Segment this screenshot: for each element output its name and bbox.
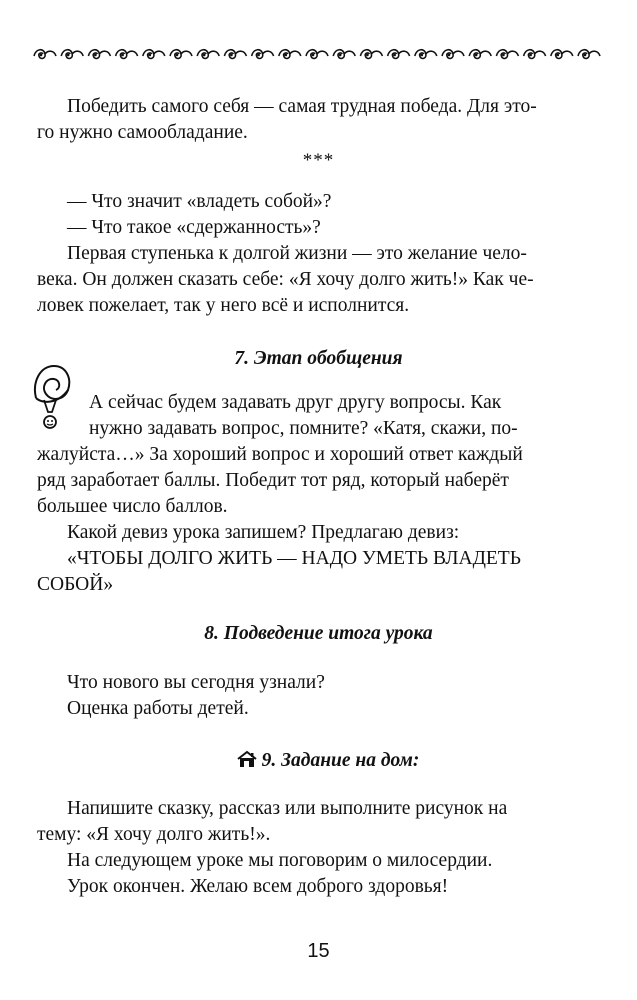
- section-9-body: [37, 796, 583, 900]
- section-separator: ***: [302, 150, 335, 171]
- dialogue-line-2: — Что такое «сдержанность»?: [67, 217, 321, 238]
- section-9-heading: [0, 750, 637, 772]
- dialogue-block: [37, 189, 583, 319]
- section-9-heading-text: 9. Задание на дом:: [261, 750, 420, 771]
- section-9-line-3: На следующем уроке мы поговорим о милосердии.: [67, 850, 493, 871]
- section-7-line-2: нужно задавать вопрос, помните? «Катя, скажи, по-: [89, 418, 518, 439]
- motto-line-1: «ЧТОБЫ ДОЛГО ЖИТЬ — НАДО УМЕТЬ ВЛАДЕТЬ: [67, 548, 521, 569]
- section-7-line-3: жалуйста…» За хороший вопрос и хороший ответ каждый: [37, 444, 523, 465]
- intro-paragraph: [37, 94, 583, 146]
- section-8-body: [37, 670, 583, 722]
- dialogue-para-line-3: ловек пожелает, так у него всё и исполнится.: [37, 295, 410, 316]
- dialogue-line-1: — Что значит «владеть собой»?: [67, 191, 332, 212]
- section-7-line-4: ряд заработает баллы. Победит тот ряд, который наберёт: [37, 470, 509, 491]
- section-9-line-2: тему: «Я хочу долго жить!».: [37, 824, 271, 845]
- section-9-line-4: Урок окончен. Желаю всем доброго здоровья!: [67, 876, 449, 897]
- intro-line-1: Победить самого себя — самая трудная победа. Для это-: [67, 96, 537, 117]
- section-7-line-1: А сейчас будем задавать друг другу вопросы. Как: [89, 392, 502, 413]
- section-7-line-5: большее число баллов.: [37, 496, 228, 517]
- dialogue-para-line-1: Первая ступенька к долгой жизни — это желание чело-: [67, 243, 527, 264]
- motto-line-2: СОБОЙ»: [37, 574, 114, 595]
- house-icon: [236, 750, 258, 768]
- motto-intro: Какой девиз урока запишем? Предлагаю девиз:: [67, 522, 460, 543]
- section-8-line-2: Оценка работы детей.: [67, 698, 249, 719]
- ornamental-border: [32, 44, 606, 64]
- page-number: 15: [307, 940, 330, 962]
- dialogue-para-line-2: века. Он должен сказать себе: «Я хочу долго жить!» Как че-: [37, 269, 534, 290]
- intro-line-2: го нужно самообладание.: [37, 122, 248, 143]
- section-7-heading: 7. Этап обобщения: [234, 348, 403, 369]
- section-9-line-1: Напишите сказку, рассказ или выполните рисунок на: [67, 798, 508, 819]
- section-7-body: [37, 390, 583, 598]
- section-8-line-1: Что нового вы сегодня узнали?: [67, 672, 325, 693]
- section-8-heading: 8. Подведение итога урока: [204, 623, 433, 644]
